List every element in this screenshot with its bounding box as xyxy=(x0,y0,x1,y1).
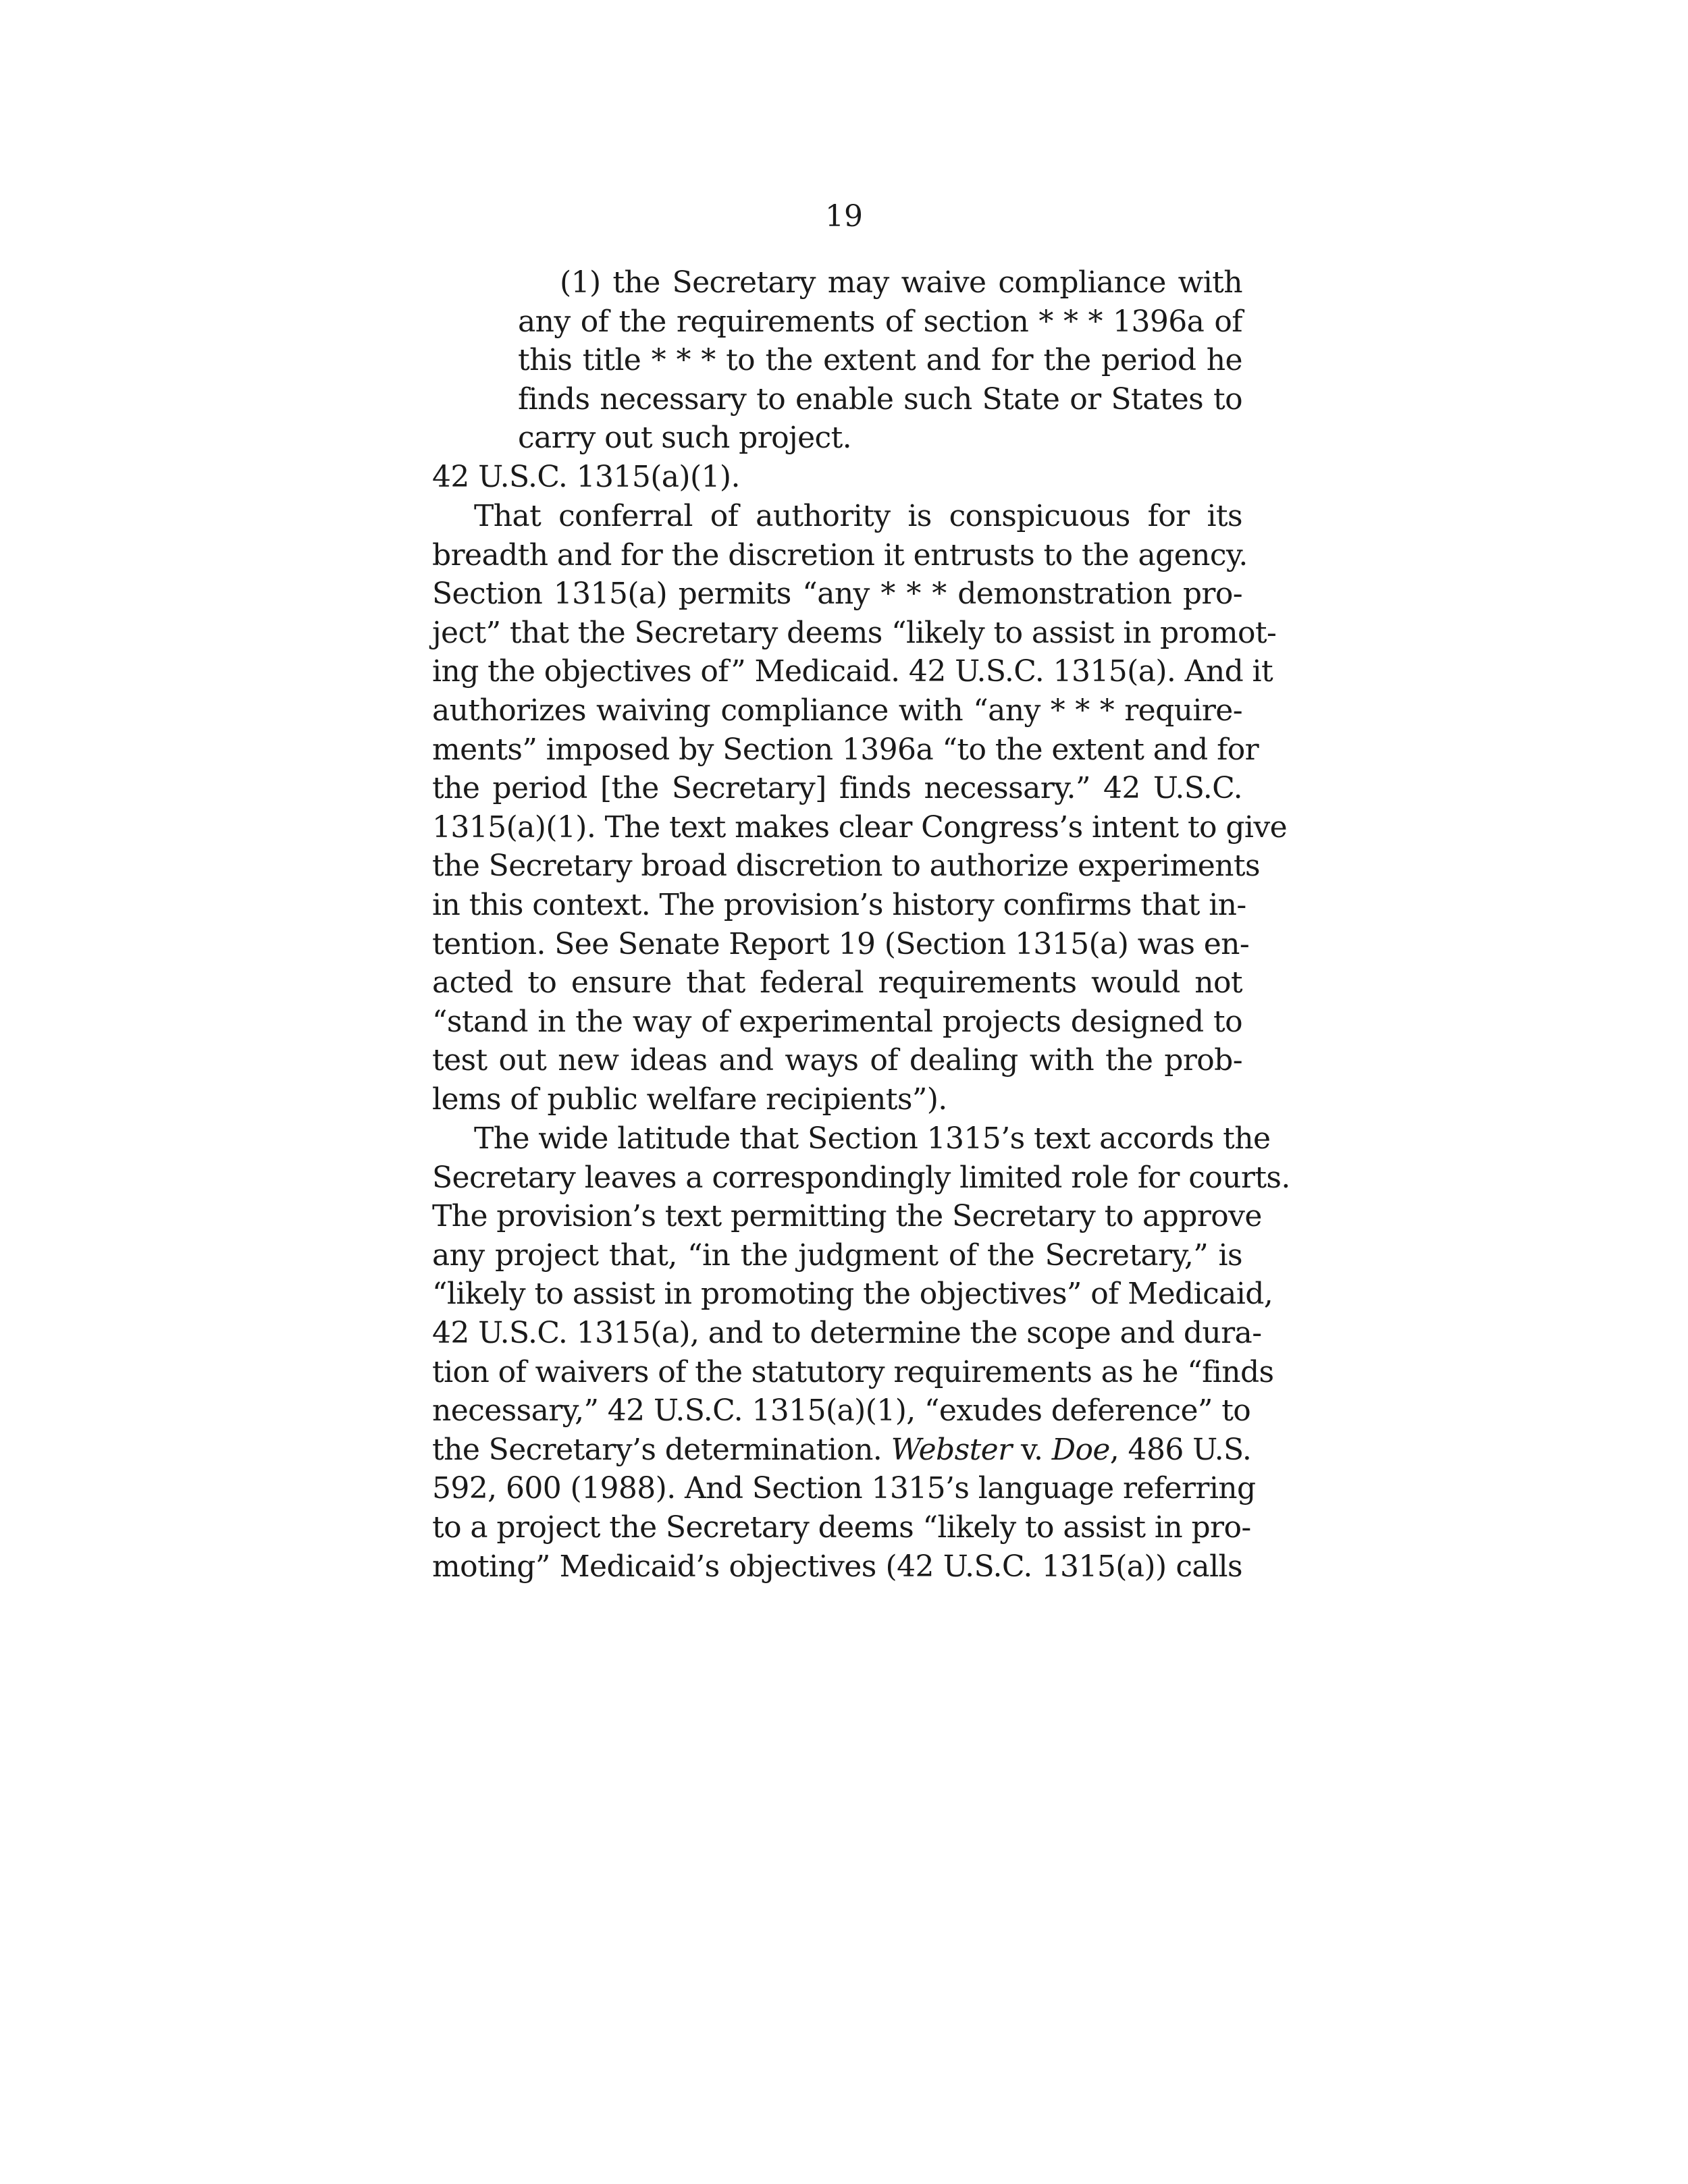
paragraph-line: The provision’s text permitting the Secretary to approve xyxy=(432,1199,1262,1234)
paragraph-line: test out new ideas and ways of dealing with the prob- xyxy=(432,1043,1242,1078)
paragraph-line: tention. See Senate Report 19 (Section 1315(a) was en- xyxy=(432,926,1250,961)
paragraph-line: 1315(a)(1). The text makes clear Congress’s intent to give xyxy=(432,809,1288,845)
paragraph-line: “stand in the way of experimental projects designed to xyxy=(432,1004,1242,1039)
paragraph-line: in this context. The provision’s history confirms that in- xyxy=(432,887,1246,922)
quote-line: (1) the Secretary may waive compliance with xyxy=(560,265,1242,300)
paragraph-line: tion of waivers of the statutory requirements as he “finds xyxy=(432,1354,1274,1389)
line-text: , 486 U.S. xyxy=(1109,1432,1252,1467)
case-name-webster: Webster xyxy=(891,1432,1012,1467)
paragraph-line: acted to ensure that federal requirements would not xyxy=(432,965,1242,1001)
statute-block-quote xyxy=(518,263,1242,458)
paragraph-2 xyxy=(432,1119,1290,1586)
paragraph-line: any project that, “in the judgment of the Secretary,” is xyxy=(432,1237,1242,1273)
paragraph-line: 42 U.S.C. 1315(a), and to determine the scope and dura- xyxy=(432,1315,1262,1350)
paragraph-line: “likely to assist in promoting the objectives” of Medicaid, xyxy=(432,1277,1273,1312)
line-text: the Secretary’s determination. xyxy=(432,1432,891,1467)
paragraph-line: the Secretary broad discretion to authorize experiments xyxy=(432,849,1260,884)
paragraph-1 xyxy=(432,497,1288,1119)
citation-block xyxy=(432,458,1242,497)
paragraph-line: Secretary leaves a correspondingly limited role for courts. xyxy=(432,1160,1290,1195)
paragraph-line: ments” imposed by Section 1396a “to the extent and for xyxy=(432,732,1259,767)
paragraph-line: moting” Medicaid’s objectives (42 U.S.C. 1315(a)) calls xyxy=(432,1549,1242,1584)
paragraph-line: necessary,” 42 U.S.C. 1315(a)(1), “exudes deference” to xyxy=(432,1393,1251,1429)
paragraph-line: the period [the Secretary] finds necessary.” 42 U.S.C. xyxy=(432,771,1242,806)
paragraph-line: authorizes waiving compliance with “any * * * require- xyxy=(432,693,1242,728)
paragraph-line: 592, 600 (1988). And Section 1315’s language referring xyxy=(432,1471,1256,1506)
versus-text: v. xyxy=(1011,1432,1052,1467)
paragraph-line: The wide latitude that Section 1315’s text accords the xyxy=(474,1121,1271,1156)
paragraph-line: ject” that the Secretary deems “likely to assist in promot- xyxy=(432,615,1277,650)
paragraph-line: breadth and for the discretion it entrusts to the agency. xyxy=(432,537,1248,572)
paragraph-line: lems of public welfare recipients”). xyxy=(432,1082,947,1117)
paragraph-line: to a project the Secretary deems “likely to assist in pro- xyxy=(432,1510,1251,1545)
paragraph-line: Section 1315(a) permits “any * * * demonstration pro- xyxy=(432,577,1242,612)
quote-line: finds necessary to enable such State or States to xyxy=(518,381,1242,417)
paragraph-line-with-case xyxy=(432,1431,1252,1470)
case-name-doe: Doe xyxy=(1051,1432,1110,1467)
page-number: 19 xyxy=(825,199,863,234)
quote-line: any of the requirements of section * * * 1396a of xyxy=(518,304,1242,339)
paragraph-line: That conferral of authority is conspicuous for its xyxy=(474,499,1242,533)
quote-line: carry out such project. xyxy=(518,421,852,456)
paragraph-line: ing the objectives of” Medicaid. 42 U.S.C. 1315(a). And it xyxy=(432,654,1273,689)
statute-citation: 42 U.S.C. 1315(a)(1). xyxy=(432,460,740,494)
quote-line: this title * * * to the extent and for the period he xyxy=(518,343,1242,378)
